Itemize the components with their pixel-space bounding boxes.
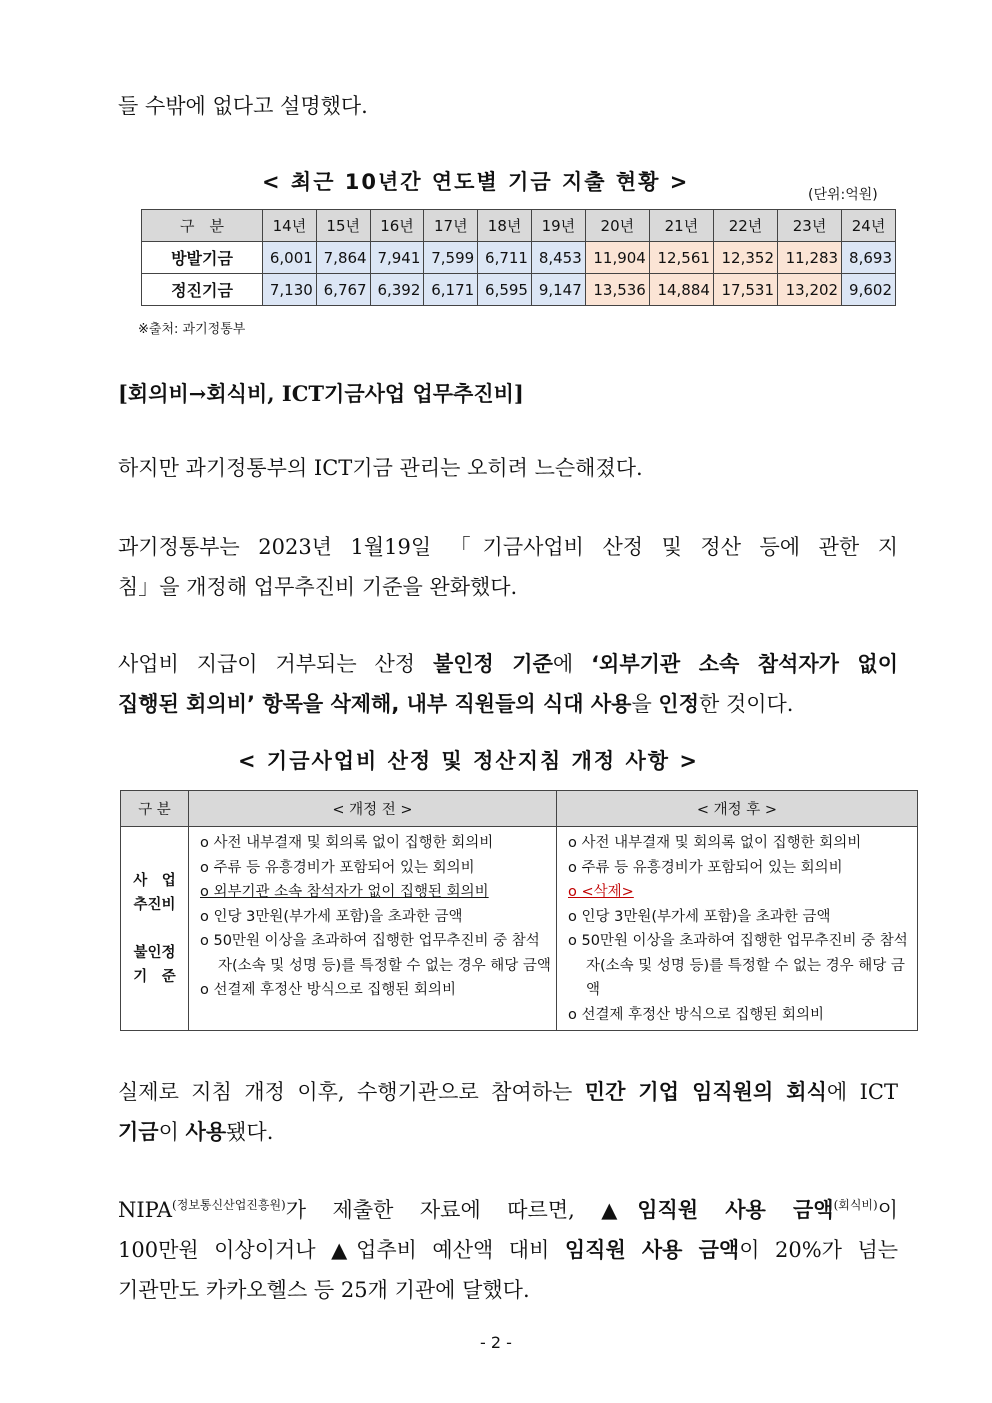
table-header-cell: 22년 [713, 210, 777, 242]
table-cell: 6,001 [263, 242, 317, 274]
list-item-deleted: o <삭제> [568, 880, 912, 905]
paragraph-2 [118, 527, 898, 607]
paragraph-5-line3: 기관만도 카카오헬스 등 25개 기관에 달했다. [118, 1278, 530, 1302]
table1-source: ※출처: 과기정통부 [138, 322, 246, 337]
list-item: o 50만원 이상을 초과하여 집행한 업무추진비 중 참석자(소속 및 성명 등)를 특정할 수 없는 경우 해당 금액 [200, 929, 551, 978]
table-cell: 7,599 [424, 242, 478, 274]
paragraph-5 [118, 1190, 898, 1310]
after-list [558, 828, 916, 1029]
table-cell: 13,536 [585, 274, 649, 306]
text-span: 에 [552, 652, 592, 676]
table-row [121, 827, 918, 1031]
table-row [142, 274, 896, 306]
bold-text: 집행된 회의비’ 항목을 삭제해, [118, 692, 407, 716]
table-cell: 6,767 [316, 274, 370, 306]
table-header-cell: 14년 [263, 210, 317, 242]
text-span: 에 ICT [826, 1080, 898, 1104]
list-item: o 50만원 이상을 초과하여 집행한 업무추진비 중 참석자(소속 및 성명 등)를 특정할 수 없는 경우 해당 금액 [568, 929, 912, 1003]
paragraph-5-line1 [118, 1190, 898, 1230]
before-list [190, 828, 555, 1005]
table-cell: 9,602 [842, 274, 896, 306]
list-item: o 인당 3만원(부가세 포함)을 초과한 금액 [200, 905, 551, 930]
table-cell: 17,531 [713, 274, 777, 306]
fund-expenditure-table [141, 209, 896, 306]
table-cell: 7,864 [316, 242, 370, 274]
table-header-cell: 구 분 [121, 791, 189, 827]
bold-text: 내부 직원들의 식대 사용 [406, 692, 632, 716]
paragraph-5-line2 [118, 1230, 898, 1270]
table-cell: 11,904 [585, 242, 649, 274]
list-item: o 선결제 후정산 방식으로 집행된 회의비 [200, 978, 551, 1003]
paragraph-3-line2 [118, 684, 898, 724]
table-cell: 8,693 [842, 242, 896, 274]
bold-text: 인정 [658, 692, 699, 716]
table-header-cell: 23년 [778, 210, 842, 242]
list-item: o 인당 3만원(부가세 포함)을 초과한 금액 [568, 905, 912, 930]
paragraph-4-line1 [118, 1072, 898, 1112]
table-cell: 7,130 [263, 274, 317, 306]
before-cell [189, 827, 557, 1031]
paragraph-4 [118, 1072, 898, 1152]
table-cell: 14,884 [649, 274, 713, 306]
text-span: 사업비 지급이 거부되는 산정 [118, 652, 433, 676]
bold-text: ▲임직원 사용 금액 [601, 1198, 834, 1222]
row-label-line: 불인정 [133, 944, 176, 961]
row-label-line: 사 업 [133, 872, 176, 889]
bold-text: 기금 [118, 1120, 159, 1144]
paragraph-2-line1: 과기정통부는 2023년 1월19일 「기금사업비 산정 및 정산 등에 관한 지 [118, 535, 898, 559]
table-cell: 6,711 [478, 242, 532, 274]
superscript: (회식비) [833, 1198, 878, 1212]
table-header-cell: 19년 [531, 210, 585, 242]
text-span: NIPA [118, 1198, 173, 1222]
table-cell: 13,202 [778, 274, 842, 306]
table1-title: < 최근 10년간 연도별 기금 지출 현황 > [262, 170, 690, 194]
bold-text: ‘외부기관 소속 참석자가 없이 [591, 652, 899, 676]
bold-text: 임직원 사용 금액 [564, 1238, 740, 1262]
row-label-line [122, 917, 187, 941]
table-header-cell: 17년 [424, 210, 478, 242]
text-span: 실제로 지침 개정 이후, 수행기관으로 참여하는 [118, 1080, 585, 1104]
paragraph-3-line1 [118, 644, 898, 684]
guideline-revision-table [120, 790, 918, 1031]
table-cell: 11,283 [778, 242, 842, 274]
table-header-row [121, 791, 918, 827]
table-header-cell: 24년 [842, 210, 896, 242]
text-span: 을 [631, 692, 659, 716]
bold-text: 불인정 기준 [432, 652, 553, 676]
page-number: - 2 - [480, 1333, 512, 1352]
list-item: o 주류 등 유흥경비가 포함되어 있는 회의비 [568, 856, 912, 881]
table-header-cell: 18년 [478, 210, 532, 242]
row-label-line: 추진비 [133, 896, 176, 913]
list-item: o 선결제 후정산 방식으로 집행된 회의비 [568, 1003, 912, 1028]
table-header-cell: 16년 [370, 210, 424, 242]
table-header-cell: 21년 [649, 210, 713, 242]
table-cell: 9,147 [531, 274, 585, 306]
list-item: o 사전 내부결재 및 회의록 없이 집행한 회의비 [568, 831, 912, 856]
table-header-cell: 구 분 [142, 210, 263, 242]
table-cell: 6,171 [424, 274, 478, 306]
bold-text: 민간 기업 임직원의 회식 [584, 1080, 827, 1104]
table-cell: 6,392 [370, 274, 424, 306]
text-span: 됐다. [226, 1120, 274, 1144]
table2-title: < 기금사업비 산정 및 정산지침 개정 사항 > [238, 749, 699, 773]
list-item: o 외부기관 소속 참석자가 없이 집행된 회의비 [200, 880, 551, 905]
table-cell: 12,352 [713, 242, 777, 274]
paragraph-1: 하지만 과기정통부의 ICT기금 관리는 오히려 느슨해졌다. [118, 456, 643, 480]
row-label-line: 기 준 [133, 968, 176, 985]
table-header-cell: < 개정 전 > [189, 791, 557, 827]
text-span: 한 것이다. [698, 692, 794, 716]
table-header-row [142, 210, 896, 242]
table-cell: 12,561 [649, 242, 713, 274]
list-item: o 주류 등 유흥경비가 포함되어 있는 회의비 [200, 856, 551, 881]
after-cell [557, 827, 918, 1031]
table-header-cell: 20년 [585, 210, 649, 242]
paragraph-2-line2: 침」을 개정해 업무추진비 기준을 완화했다. [118, 575, 518, 599]
row-label [121, 827, 189, 1031]
text-span: 100만원 이상이거나 ▲업추비 예산액 대비 [118, 1238, 565, 1262]
bold-text: 사용 [185, 1120, 227, 1144]
row-label: 정진기금 [142, 274, 263, 306]
superscript: (정보통신산업진흥원) [172, 1198, 286, 1212]
table-row [142, 242, 896, 274]
text-span: 이 [158, 1120, 186, 1144]
row-label: 방발기금 [142, 242, 263, 274]
table-header-cell: < 개정 후 > [557, 791, 918, 827]
paragraph-3 [118, 644, 898, 724]
text-span: 이 [877, 1198, 898, 1222]
table-header-cell: 15년 [316, 210, 370, 242]
paragraph-intro: 들 수밖에 없다고 설명했다. [118, 94, 368, 118]
table-cell: 6,595 [478, 274, 532, 306]
paragraph-4-line2 [118, 1112, 898, 1152]
table1-unit: (단위:억원) [808, 187, 878, 203]
table-cell: 8,453 [531, 242, 585, 274]
table-cell: 7,941 [370, 242, 424, 274]
list-item: o 사전 내부결재 및 회의록 없이 집행한 회의비 [200, 831, 551, 856]
section-title: [회의비→회식비, ICT기금사업 업무추진비] [118, 381, 524, 406]
text-span: 이 20%가 넘는 [739, 1238, 899, 1262]
text-span: 가 제출한 자료에 따르면, [285, 1198, 602, 1222]
